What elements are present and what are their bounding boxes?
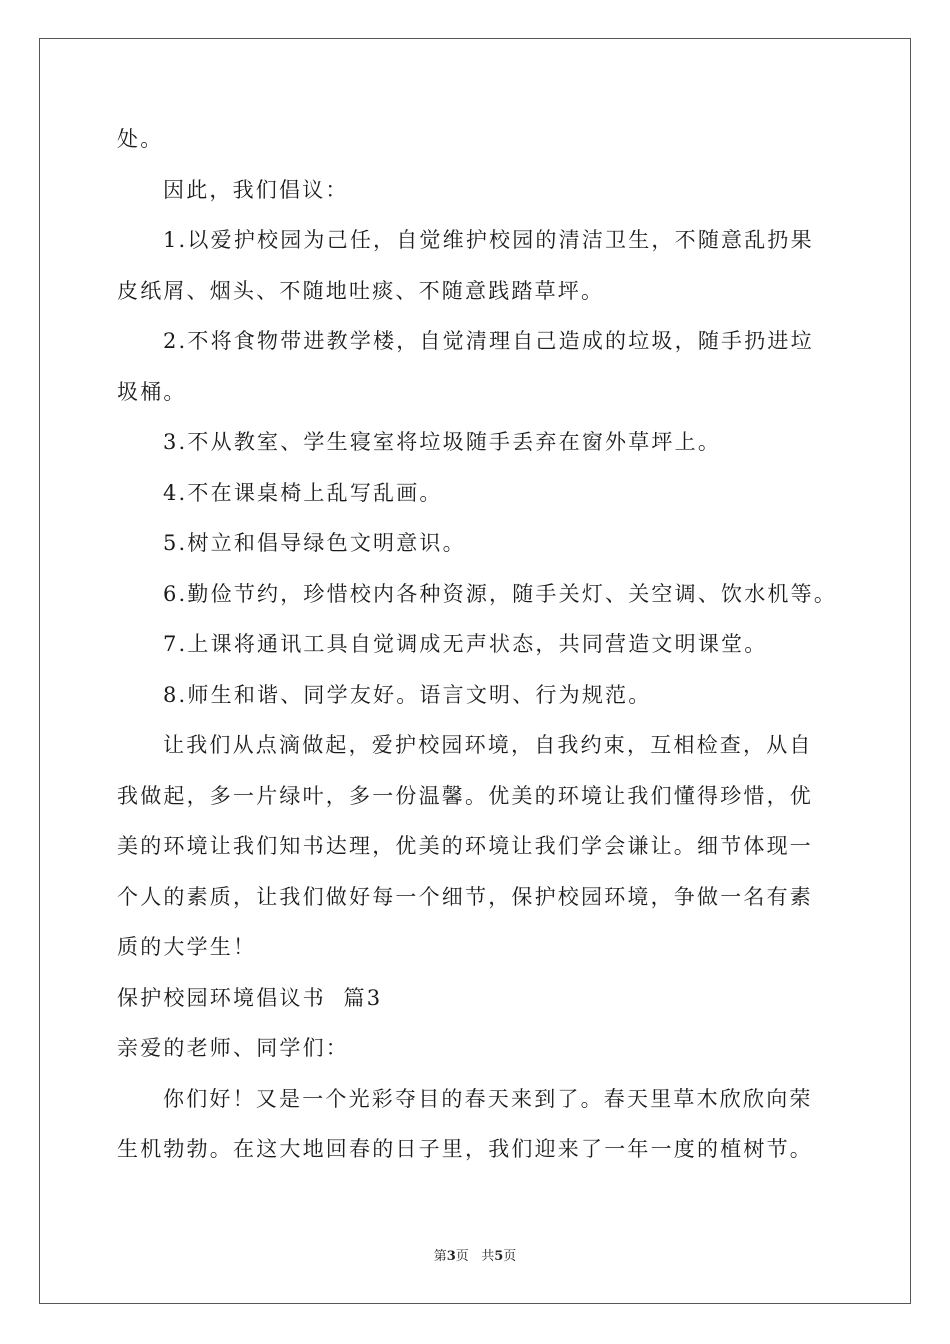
list-item-3: 3.不从教室、学生寝室将垃圾随手丢弃在窗外草坪上。 bbox=[163, 430, 722, 454]
page-prefix: 第 bbox=[433, 1249, 447, 1264]
list-item-5: 5.树立和倡导绿色文明意识。 bbox=[163, 531, 466, 555]
list-item-6: 6.勤俭节约，珍惜校内各种资源，随手关灯、关空调、饮水机等。 bbox=[163, 581, 838, 606]
text-line: 我做起，多一片绿叶，多一份温馨。优美的环境让我们懂得珍惜，优 bbox=[117, 783, 813, 808]
document-body bbox=[117, 126, 857, 1187]
list-item-8: 8.师生和谐、同学友好。语言文明、行为规范。 bbox=[163, 682, 652, 707]
text-line: 美的环境让我们知书达理，优美的环境让我们学会谦让。细节体现一 bbox=[117, 834, 813, 858]
text-line: 因此，我们倡议： bbox=[163, 177, 349, 202]
list-item-7: 7.上课将通讯工具自觉调成无声状态，共同营造文明课堂。 bbox=[163, 632, 768, 656]
total-prefix: 共 bbox=[481, 1249, 495, 1264]
list-item-4: 4.不在课桌椅上乱写乱画。 bbox=[163, 480, 443, 505]
text-line: 让我们从点滴做起，爱护校园环境，自我约束，互相检查，从自 bbox=[163, 733, 813, 757]
text-line: 个人的素质，让我们做好每一个细节，保护校园环境，争做一名有素 bbox=[117, 884, 813, 909]
list-item-1: 1.以爱护校园为己任，自觉维护校园的清洁卫生，不随意乱扔果 bbox=[163, 228, 814, 252]
text-line: 生机勃勃。在这大地回春的日子里，我们迎来了一年一度的植树节。 bbox=[117, 1137, 813, 1161]
text-line: 处。 bbox=[117, 127, 164, 151]
salutation: 亲爱的老师、同学们： bbox=[117, 1036, 349, 1060]
text-line: 圾桶。 bbox=[117, 379, 187, 404]
page-suffix: 页 bbox=[455, 1249, 469, 1264]
list-item-2: 2.不将食物带进教学楼，自觉清理自己造成的垃圾，随手扔进垃 bbox=[163, 329, 814, 353]
section-heading: 保护校园环境倡议书 篇3 bbox=[117, 985, 383, 1010]
total-suffix: 页 bbox=[503, 1249, 517, 1264]
text-line: 你们好！又是一个光彩夺目的春天来到了。春天里草木欣欣向荣 bbox=[163, 1086, 813, 1111]
text-line: 皮纸屑、烟头、不随地吐痰、不随意践踏草坪。 bbox=[117, 278, 605, 303]
page-footer bbox=[0, 1249, 950, 1265]
total-pages-number: 5 bbox=[494, 1249, 504, 1264]
current-page-number: 3 bbox=[446, 1249, 456, 1264]
text-line: 质的大学生！ bbox=[117, 935, 257, 959]
